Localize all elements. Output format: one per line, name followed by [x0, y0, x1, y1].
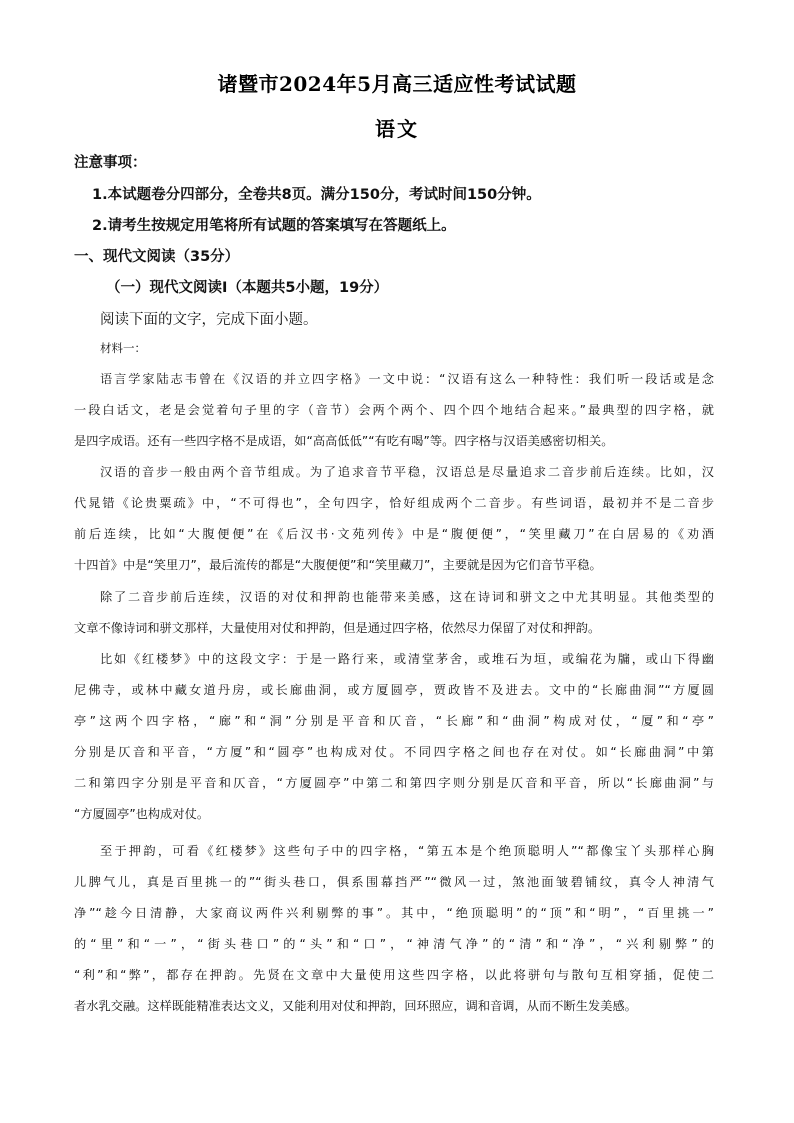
notice-item-2: 2.请考生按规定用笔将所有试题的答案填写在答题纸上。: [92, 218, 456, 234]
paragraph-line: 者水乳交融。这样既能精准表达文义，又能利用对仗和押韵，回环照应，调和音调，从而不断生发美感。: [74, 999, 637, 1013]
paragraph-line: “方厦圆亭”也构成对仗。: [74, 807, 210, 821]
paragraph-line: 亭”这两个四字格，“廊”和“洞”分别是平音和仄音，“长廊”和“曲洞”构成对仗，“厦”和“亭”: [74, 714, 714, 728]
paragraph-line: 二和第四字分别是平音和仄音，“方厦圆亭”中第二和第四字则分别是仄音和平音，所以“长廊曲洞”与: [74, 776, 714, 790]
exam-title: 诸暨市2024年5月高三适应性考试试题: [217, 72, 577, 96]
reading-instruction: 阅读下面的文字，完成下面小题。: [100, 312, 318, 328]
paragraph-line: 分别是仄音和平音，“方厦”和“圆亭”也构成对仗。不同四字格之间也存在对仗。如“长廊曲洞”中第: [74, 745, 714, 759]
paragraph-line: 至于押韵，可看《红楼梦》这些句子中的四字格，“第五本是个绝顶聪明人”“都像宝丫头那样心胸: [100, 844, 714, 858]
subject-title: 语文: [375, 117, 419, 141]
paragraph-line: 汉语的音步一般由两个音节组成。为了追求音节平稳，汉语总是尽量追求二音步前后连续。比如，汉: [100, 465, 714, 479]
material-label: 材料一：: [100, 341, 146, 355]
paragraph-line: 是四字成语。还有一些四字格不是成语，如“高高低低”“有吃有喝”等。四字格与汉语美感密切相关。: [74, 434, 614, 448]
paragraph-line: 前后连续，比如“大腹便便”在《后汉书·文苑列传》中是“腹便便”，“笑里藏刀”在白居易的《劝酒: [74, 527, 714, 541]
paragraph-line: 一段白话文，老是会觉着句子里的字（音节）会两个两个、四个四个地结合起来。”最典型的四字格，就: [74, 403, 714, 417]
paragraph-line: 十四首》中是“笑里刀”，最后流传的都是“大腹便便”和“笑里藏刀”，主要就是因为它们音节平稳。: [74, 558, 602, 572]
paragraph-line: 文章不像诗词和骈文那样，大量使用对仗和押韵，但是通过四字格，依然尽力保留了对仗和押韵。: [74, 621, 601, 635]
section-subheading: （一）现代文阅读Ⅰ（本题共5小题，19分）: [106, 280, 389, 296]
section-heading: 一、现代文阅读（35分）: [74, 249, 240, 265]
paragraph-line: 语言学家陆志韦曾在《汉语的并立四字格》一文中说：“汉语有这么一种特性：我们听一段话或是念: [100, 372, 714, 386]
paragraph-line: 比如《红楼梦》中的这段文字：于是一路行来，或清堂茅舍，或堆石为垣，或编花为牖，或山下得幽: [100, 652, 714, 666]
paragraph-line: “利”和“弊”，都存在押韵。先贤在文章中大量使用这些四字格，以此将骈句与散句互相穿插，促使二: [74, 968, 714, 982]
paragraph-line: 儿脾气儿，真是百里挑一的”“街头巷口，俱系围幕挡严”“微风一过，煞池面皱碧铺纹，真令人神清气: [74, 875, 714, 889]
paragraph-line: 尼佛寺，或林中藏女道丹房，或长廊曲洞，或方厦圆亭，贾政皆不及进去。文中的“长廊曲洞”“方厦圆: [74, 683, 714, 697]
notice-item-1: 1.本试题卷分四部分，全卷共8页。满分150分，考试时间150分钟。: [92, 187, 541, 203]
paragraph-line: 代晁错《论贵粟疏》中，“不可得也”，全句四字，恰好组成两个二音步。有些词语，最初并不是二音步: [74, 496, 714, 510]
paragraph-line: 的“里”和“一”，“街头巷口”的“头”和“口”，“神清气净”的“清”和“净”，“兴利剔弊”的: [74, 937, 714, 951]
paragraph-line: 除了二音步前后连续，汉语的对仗和押韵也能带来美感，这在诗词和骈文之中尤其明显。其他类型的: [100, 590, 714, 604]
paragraph-line: 净”“趁今日清静，大家商议两件兴利剔弊的事”。其中，“绝顶聪明”的“顶”和“明”，“百里挑一”: [74, 906, 714, 920]
notice-heading: 注意事项：: [74, 155, 147, 171]
